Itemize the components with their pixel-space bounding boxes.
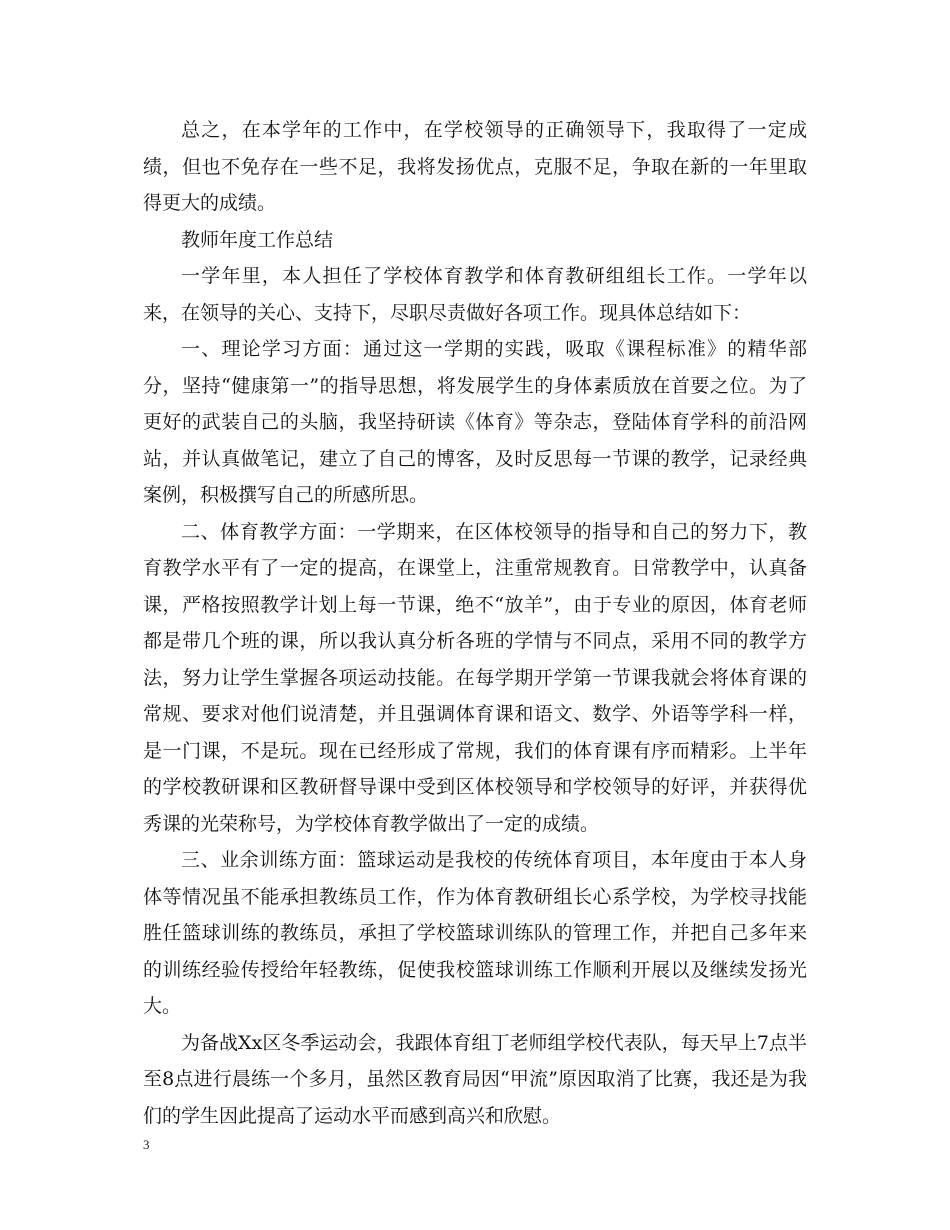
paragraph-summary: 总之，在本学年的工作中，在学校领导的正确领导下，我取得了一定成绩，但也不免存在一些不足，我将发扬优点，克服不足，争取在新的一年里取得更大的成绩。 xyxy=(143,119,807,214)
page-number: 3 xyxy=(143,1137,150,1152)
paragraph-intro: 一学年里，本人担任了学校体育教学和体育教研组组长工作。一学年以来，在领导的关心、支持下，尽职尽责做好各项工作。现具体总结如下： xyxy=(143,265,807,324)
section-title: 教师年度工作总结 xyxy=(181,228,334,251)
paragraph-pe-teaching: 二、体育教学方面：一学期来，在区体校领导的指导和自己的努力下，教育教学水平有了一定的提高，在课堂上，注重常规教育。日常教学中，认真备课，严格按照教学计划上每一节课，绝不“放羊”，由于专业的原因，体育老师都是带几个班的课，所以我认真分析各班的学情与不同点，采用不同的教学方法，努力让学生掌握各项运动技能。在每学期开学第一节课我就会将体育课的常规、要求对他们说清楚，并且强调体育课和语文、数学、外语等学科一样，是一门课，不是玩。现在已经形成了常规，我们的体育课有序而精彩。上半年的学校教研课和区教研督导课中受到区体校领导和学校领导的好评，并获得优秀课的光荣称号，为学校体育教学做出了一定的成绩。 xyxy=(143,520,807,835)
paragraph-theory-study: 一、理论学习方面：通过这一学期的实践，吸取《课程标准》的精华部分，坚持“健康第一”的指导思想，将发展学生的身体素质放在首要之位。为了更好的武装自己的头脑，我坚持研读《体育》等杂志，登陆体育学科的前沿网站，并认真做笔记，建立了自己的博客，及时反思每一节课的教学，记录经典案例，积极撰写自己的所感所思。 xyxy=(143,338,807,506)
paragraph-winter-games: 为备战Xx区冬季运动会，我跟体育组丁老师组学校代表队，每天早上7点半至8点进行晨练一个多月，虽然区教育局因“甲流”原因取消了比赛，我还是为我们的学生因此提高了运动水平而感到高兴和欣慰。 xyxy=(143,1031,807,1127)
paragraph-extracurricular-training: 三、业余训练方面：篮球运动是我校的传统体育项目，本年度由于本人身体等情况虽不能承担教练员工作，作为体育教研组长心系学校，为学校寻找能胜任篮球训练的教练员，承担了学校篮球训练队的管理工作，并把自己多年来的训练经验传授给年轻教练，促使我校篮球训练工作顺利开展以及继续发扬光大。 xyxy=(143,849,807,1017)
document-body xyxy=(143,112,807,1134)
